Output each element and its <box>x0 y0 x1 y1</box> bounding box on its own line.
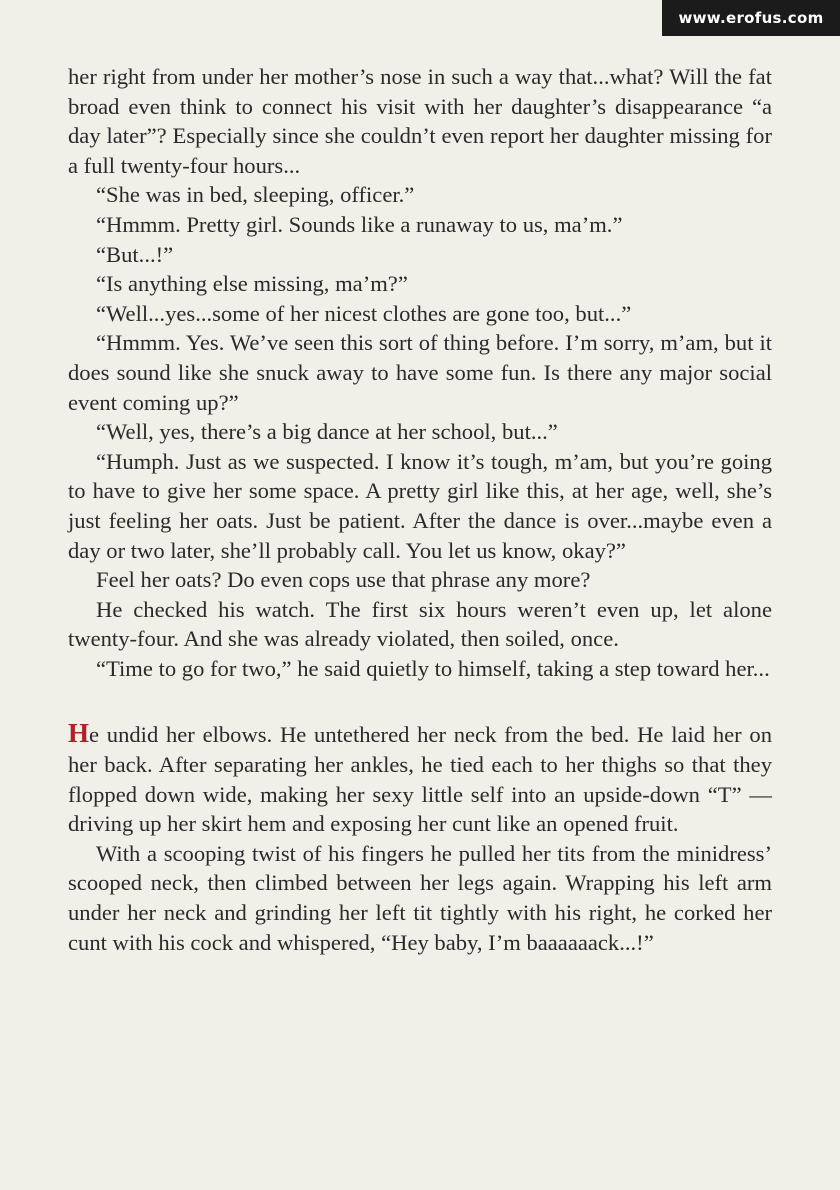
paragraph: “Is anything else missing, ma’m?” <box>96 271 408 297</box>
paragraph: “Hmmm. Yes. We’ve seen this sort of thing before. I’m sorry, m’am, but it does sound like she snuck away to have some fun. Is there any major social event coming up?” <box>68 330 772 415</box>
text-body <box>68 62 772 957</box>
paragraph: “Well...yes...some of her nicest clothes are gone too, but...” <box>96 300 632 326</box>
paragraph: He checked his watch. The first six hours weren’t even up, let alone twenty-four. And she was already violated, then soiled, once. <box>68 596 772 652</box>
watermark: www.erofus.com <box>662 0 840 36</box>
drop-cap: H <box>68 718 90 749</box>
paragraph: “Well, yes, there’s a big dance at her school, but...” <box>96 419 558 445</box>
paragraph: With a scooping twist of his fingers he pulled her tits from the minidress’ scooped neck, then climbed between her legs again. Wrapping his left arm under her neck and grinding her left tit tightly with his right, he corked her cunt with his cock and whispered, “Hey baby, I’m baaaaaack...!” <box>68 840 772 955</box>
paragraph: Feel her oats? Do even cops use that phrase any more? <box>96 567 591 593</box>
paragraph: “Humph. Just as we suspected. I know it’s tough, m’am, but you’re going to have to give her some space. A pretty girl like this, at her age, well, she’s just feeling her oats. Just be patient. After the dance is over...maybe even a day or two later, she’ll probably call. You let us know, okay?” <box>68 448 772 563</box>
paragraph: “Hmmm. Pretty girl. Sounds like a runaway to us, ma’m.” <box>96 211 623 237</box>
paragraph: “Time to go for two,” he said quietly to himself, taking a step toward her... <box>96 655 770 681</box>
paragraph-text: e undid her elbows. He untethered her neck from the bed. He laid her on her back. After separating her ankles, he tied each to her thighs so that they flopped down wide, making her sexy little self into an upside-down “T” — driving up her skirt hem and exposing her cunt like an opened fruit. <box>68 722 772 837</box>
section-break <box>68 683 772 719</box>
section-opening-paragraph <box>68 719 772 838</box>
paragraph: “But...!” <box>96 241 174 267</box>
paragraph: “She was in bed, sleeping, officer.” <box>96 182 415 208</box>
paragraph: her right from under her mother’s nose in such a way that...what? Will the fat broad even think to connect his visit with her daughter’s disappearance “a day later”? Especially since she couldn’t even report her daughter missing for a full twenty-four hours... <box>68 64 772 178</box>
